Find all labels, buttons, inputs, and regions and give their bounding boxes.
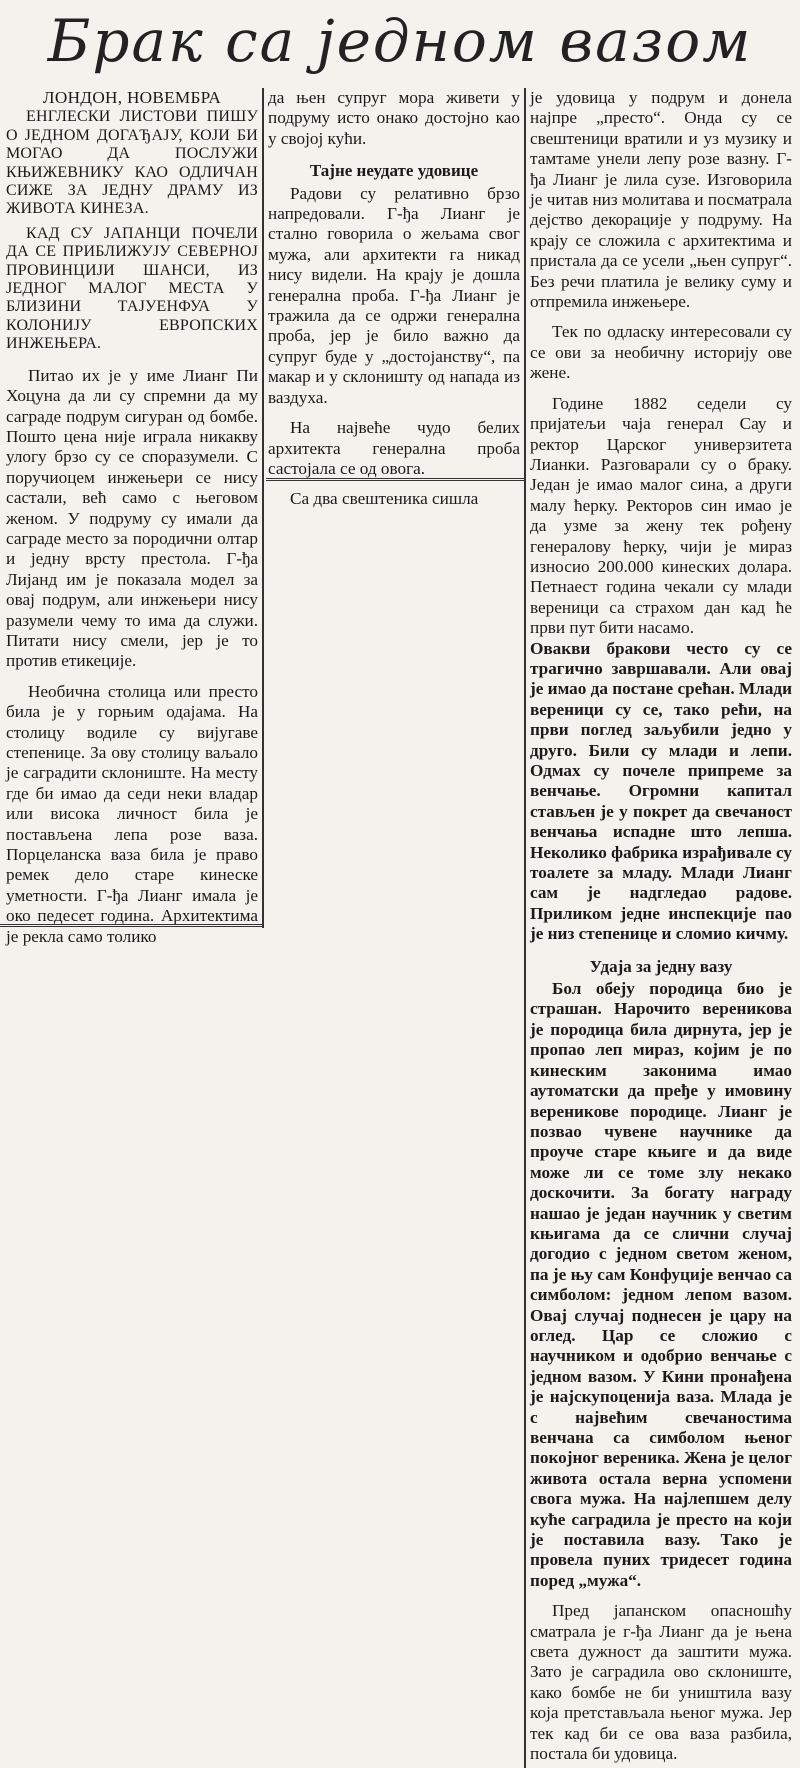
column-rule xyxy=(524,88,526,1768)
article-column-2 xyxy=(268,88,520,510)
body-paragraph: Овакви бракови често су се трагично завршавали. Али овај је имао да постане срећан. Млади вереници су се, тако рећи, на први поглед заљубили једно у друго. Били су млади и лепи. Одмах су почеле припреме за венчање. Огромни капитал стављен је у покрет да свечаност венчања испадне што лепша. Неколико фабрика израђивале су тоалете за младу. Млади Лианг сам је надгледао радове. Приликом једне инспекције пао је низ степенице и сломио кичму. xyxy=(530,638,792,944)
subheading: Тајне неудате удовице xyxy=(309,161,479,181)
article-column-3 xyxy=(530,88,792,1765)
lead-paragraph-1: ЕНГЛЕСКИ ЛИСТОВИ ПИШУ О ЈЕДНОМ ДОГАЂАЈУ, КОЈИ БИ МОГАО ДА ПОСЛУЖИ КЊИЖЕВНИКУ КАО ОДЛИЧАН СИЖЕ ЗА ЈЕДНУ ДРАМУ ИЗ ЖИВОТА КИНЕЗА. xyxy=(6,108,258,218)
body-paragraph: Године 1882 седели су пријатељи чаја генерал Сау и ректор Царског универзитета Лианки. Разговарали су о браку. Један је имао малог сина, а други малу ћерку. Ректоров син имао је да узме за жену тек рођену генералову ћерку, чији је мираз износио 200.000 кинеских долара. Петнаест година чекали су млади вереници са страхом дан кад ће први пут бити насамо. xyxy=(530,393,792,638)
column-end-rule xyxy=(0,924,262,927)
body-paragraph: Пред јапанском опасношћу сматрала је г-ђа Лианг да је њена света дужност да заштити мужа. Зато је саградила ово склониште, како бомбе не би уништила вазу која претстављала њеног мужа. Јер тек кад би се ова ваза разбила, постала би удовица. xyxy=(530,1601,792,1764)
body-paragraph: Бол обеју породица био је страшан. Нарочито вереникова је породица била дирнута, јер је пропао леп мираз, којим је по кинеским законима имао аутоматски да пређе у имовину верениковe породице. Лианг је позвао чувене научнике да проуче старе књиге и да виде може ли се томе злу некако доскочити. За богату награду нашао је један научник у светим књигама да се слични случај догодио с једном светом женом, па је њу сам Конфуције венчао са симболом: једном лепом вазом. Овај случај поднесен је цару на оглед. Цар се сложио с научником и одобрио венчање с једном вазом. У Кини пронађена је најскупоценија ваза. Млада је с највећим свечаностима венчана са симболом њеног покојног вереника. Жена је целог живота остала верна успомени свога мужа. На најлепшем делу куће саградила је престо на који је поставила вазу. Тако је провела пуних тридесет година поред „мужа“. xyxy=(530,979,792,1590)
subheading: Удаја за једну вазу xyxy=(589,956,733,976)
column-rule xyxy=(262,88,264,928)
article-column-1 xyxy=(6,88,258,947)
lead-paragraph-2: КАД СУ ЈАПАНЦИ ПОЧЕЛИ ДА СЕ ПРИБЛИЖУЈУ СЕВЕРНОЈ ПРОВИНЦИЈИ ШАНСИ, ИЗ ЈЕДНОГ МАЛОГ МЕСТА У БЛИЗИНИ ТАЈУЕНФУА У КОЛОНИЈУ ЕВРОПСКИХ ИНЖЕЊЕРА. xyxy=(6,224,258,353)
body-paragraph: Радови су релативно брзо напредовали. Г-ђа Лианг је стално говорила о жељама свог мужа, али архитекти га никад нису видели. На крају је дошла генерална проба. Г-ђа Лианг је тражила да се одржи генерална проба, јер је било важно да супруг буде у „достојанству“, па макар и у склоништу од напада из ваздуха. xyxy=(268,183,520,407)
lead-block xyxy=(6,108,258,353)
column-end-rule xyxy=(266,478,524,481)
headline: Брак са једном вазом xyxy=(47,7,753,75)
body-paragraph: Са два свештеника сишла xyxy=(290,489,479,509)
body-paragraph: Необична столица или престо била је у горњим одајама. На столицу водиле су вијугаве степенице. За ову столицу ваљало је саградити склониште. На месту где би имао да седи неки владар или висока личност била је постављена лепа розе ваза. Порцеланска ваза била је право ремек дело старе кинеске уметности. Г-ђа Лианг имала је око педесет година. Архитектима је рекла само толико xyxy=(6,681,258,946)
body-paragraph: Питао их је у име Лианг Пи Хоцуна да ли су спремни да му саграде подрум сигуран од бомбе. Пошто цена није играла никакву улогу брзо су се споразумели. С поручиоцем инжењери се нису састали, већ само с његовом женом. У подруму су имали да саграде место за породични олтар и једну врсту престола. Г-ђа Лијанд им је показала модел за овај подрум, али инжењери нису разумели чему то има да служи. Питати нису смели, јер је то против етикеције. xyxy=(6,365,258,671)
body-paragraph: је удовица у подрум и донела најпре „престо“. Онда су се свештеници вратили и уз музику и тамтаме унели лепу розе вазну. Г-ђа Лианг је лила сузе. Изговорила је читав низ молитава и посматрала дејство декорације у подруму. На крају се сложила с архитектима и пристала да се усели „њен супруг“. Без речи платила је велику суму и отпремила инжењере. xyxy=(530,88,792,312)
body-paragraph: На највеће чудо белих архитекта генерална проба састојала се од овога. xyxy=(268,418,520,478)
dateline: ЛОНДОН, НОВЕМБРА xyxy=(42,88,222,107)
body-paragraph: Тек по одласку интересовали су се ови за необичну историју ове жене. xyxy=(530,322,792,383)
body-paragraph: да њен супруг мора живети у подруму исто онако достојно као у својој кући. xyxy=(268,88,520,148)
